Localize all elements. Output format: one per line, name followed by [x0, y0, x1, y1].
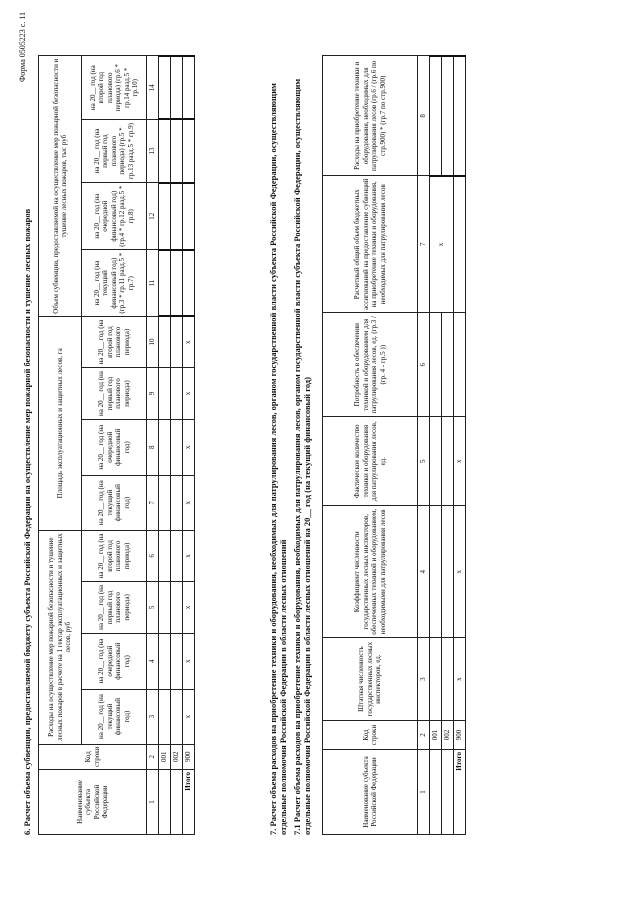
s7-total-label: Итого [454, 750, 466, 835]
s7-row-code: 001 [430, 721, 442, 750]
s6-x: x [183, 530, 195, 581]
s6-cell [159, 475, 171, 530]
section6-title: 6. Расчет объема субвенции, предоставляемой бюджету субъекта Российской Федерации на осуществление мер пожарной безопасности и тушение лесных пожаров [22, 208, 32, 835]
s7-cell [442, 638, 454, 721]
s7-cell [442, 313, 454, 417]
s6-x: x [183, 316, 195, 367]
s6-year-10: на 20__ год (на второй год планового периода) [82, 316, 147, 367]
s6-vol-13: на 20__ год (на первый год планового периода) (гр.5 * гр.13 разд.5 * гр.9) [82, 119, 147, 182]
table-row [171, 56, 183, 835]
s7-cell [430, 417, 442, 506]
s7-cell [430, 638, 442, 721]
s6-col-code: Код строки [39, 744, 147, 769]
s6-num: 1 [147, 770, 159, 835]
s7-col3: Штатная численность государственных лесных инспекторов, ед. [323, 638, 418, 721]
s7-x: x [454, 417, 466, 506]
s6-cell [183, 119, 195, 182]
s6-cell [159, 689, 171, 744]
s6-num: 14 [147, 56, 159, 119]
s7-x: x [454, 638, 466, 721]
s6-group-expenses: Расходы на осуществление мер пожарной безопасности и тушение лесных пожаров в расчете на 1 гектар эксплуатационных и защитных лесов, руб [39, 530, 82, 744]
s6-cell [159, 633, 171, 689]
section7-table [322, 55, 466, 835]
s6-x: x [183, 419, 195, 475]
s6-x: x [183, 689, 195, 744]
s6-num: 10 [147, 316, 159, 367]
s6-row-code: 001 [159, 744, 171, 769]
s6-cell [171, 530, 183, 581]
s6-cell [159, 530, 171, 581]
s6-cell [171, 689, 183, 744]
s7-cell [442, 750, 454, 835]
s7-num: 6 [418, 313, 430, 417]
s6-cell [171, 419, 183, 475]
s7-cell [454, 56, 466, 176]
s7-total-row [454, 56, 466, 835]
s6-group-volume: Объем субвенции, предоставляемой на осуществление мер пожарной безопасности и тушение лесных пожаров, тыс руб [39, 56, 82, 316]
s7-col-subject: Наименование субъекта Российской Федерации [323, 750, 418, 835]
s6-year-4: на 20__ год (на очередной финансовый год) [82, 633, 147, 689]
s6-x: x [183, 368, 195, 420]
s6-col-number-row [147, 56, 159, 835]
s6-year-7: на 20__ год (на текущий финансовый год) [82, 475, 147, 530]
s6-num: 2 [147, 744, 159, 769]
s6-group-area: Площадь эксплуатационных и защитных лесов, га [39, 316, 82, 530]
s7-total-code: 900 [454, 721, 466, 750]
s6-total-row [183, 56, 195, 835]
s6-cell [171, 582, 183, 634]
s6-num: 13 [147, 119, 159, 182]
s6-cell [171, 368, 183, 420]
s6-cell [159, 582, 171, 634]
s7-cell [454, 176, 466, 313]
s6-cell [171, 183, 183, 250]
s6-cell [183, 250, 195, 317]
s6-year-6: на 20__ год (на второй год планового периода) [82, 530, 147, 581]
s7-cell [430, 313, 442, 417]
s7-num: 7 [418, 176, 430, 313]
s6-vol-11: на 20__ год (на текущий финансовый год) (гр.3 * гр.11 разд.5 * гр.7) [82, 250, 147, 317]
s7-col5: Фактическое количество техники и оборудования для патрулирования лесов, ед. [323, 417, 418, 506]
form-label: Форма 0505223 с. 11 [18, 12, 27, 83]
s7-col4: Коэффициент численности государственных лесных инспекторов, обеспеченных техникой и оборудованием, необходимыми для патрулирования лесов [323, 506, 418, 638]
table-row [159, 56, 171, 835]
s6-x: x [183, 475, 195, 530]
s6-cell [171, 770, 183, 835]
s6-num: 4 [147, 633, 159, 689]
s6-total-label: Итого [183, 770, 195, 835]
s6-cell [183, 183, 195, 250]
section7-subtitle: 7.1 Расчет объема расходов на приобретение техники и оборудования, необходимых для патрулирования лесов, органом государственной власти субъекта Российской Федерации, осуществляющим отдельные полномочия Российской Федерации в области лесных отношений на 20__ год (на текущий финансовый год) [292, 78, 312, 835]
s7-cell [442, 56, 454, 176]
s6-num: 5 [147, 582, 159, 634]
s7-x: x [430, 176, 454, 313]
s6-cell [159, 119, 171, 182]
s7-col-number-row [418, 56, 430, 835]
s6-x: x [183, 633, 195, 689]
s6-year-8: на 20__ год (на очередной финансовый год) [82, 419, 147, 475]
s7-row-code: 002 [442, 721, 454, 750]
s6-year-5: на 20__ год (на первый год планового периода) [82, 582, 147, 634]
s6-num: 8 [147, 419, 159, 475]
s6-row-code: 002 [171, 744, 183, 769]
s7-num: 5 [418, 417, 430, 506]
s6-cell [159, 56, 171, 119]
s6-cell [159, 183, 171, 250]
s6-num: 7 [147, 475, 159, 530]
s7-col6: Потребность в обеспечении техникой и оборудованием для патрулирования лесов, ед. (гр.3 / (гр. 4 - гр.5 )) [323, 313, 418, 417]
section7-title: 7. Расчет объема расходов на приобретение техники и оборудования, необходимых для патрулирования лесов, органом государственной власти субъекта Российской Федерации, осуществляющим отдельные полномочия Российской Федерации в области лесных отношений [268, 83, 288, 835]
s7-num: 2 [418, 721, 430, 750]
s7-cell [442, 417, 454, 506]
s6-total-code: 900 [183, 744, 195, 769]
s6-cell [171, 250, 183, 317]
s6-num: 9 [147, 368, 159, 420]
s7-num: 3 [418, 638, 430, 721]
s6-x: x [183, 582, 195, 634]
s6-vol-14: на 20__ год (на второй год планового периода) (гр.6 * гр.14 разд.5 * гр.10) [82, 56, 147, 119]
s6-cell [159, 419, 171, 475]
s7-col-code: Код строки [323, 721, 418, 750]
s7-col7: Расчетный общий объем бюджетных ассигнований на предоставление субвенций на приобретение техники и оборудования, необходимых для патрулирования лесов [323, 176, 418, 313]
s6-cell [183, 56, 195, 119]
s7-num: 8 [418, 56, 430, 176]
s7-cell [442, 506, 454, 638]
s7-num: 1 [418, 750, 430, 835]
s7-cell [430, 56, 442, 176]
s7-num: 4 [418, 506, 430, 638]
s6-cell [171, 316, 183, 367]
s7-cell [430, 506, 442, 638]
s6-cell [159, 770, 171, 835]
s6-col-subject: Наименование субъекта Российской Федерации [39, 770, 147, 835]
s6-cell [171, 475, 183, 530]
s6-cell [171, 633, 183, 689]
s6-num: 11 [147, 250, 159, 317]
s6-cell [159, 250, 171, 317]
section6-table [38, 55, 195, 835]
table-row [442, 56, 454, 835]
s6-vol-12: на 20__ год (на очередной финансовый год) (гр.4 * гр.12 разд.5 * гр.8) [82, 183, 147, 250]
s6-year-9: на 20__ год (на первый год планового периода) [82, 368, 147, 420]
s7-cell [454, 313, 466, 417]
s7-cell [430, 750, 442, 835]
s6-cell [159, 316, 171, 367]
s6-num: 6 [147, 530, 159, 581]
s6-year-3: на 20__ год (на текущий финансовый год) [82, 689, 147, 744]
s7-x: x [454, 506, 466, 638]
table-row [430, 56, 442, 835]
s6-cell [159, 368, 171, 420]
s6-cell [171, 56, 183, 119]
s7-col8: Расходы на приобретение техники и оборудования, необходимых для патрулирования лесов (гр.6 / (гр.6 по стр.900) * (гр.7 по стр.900) [323, 56, 418, 176]
s6-num: 12 [147, 183, 159, 250]
s6-num: 3 [147, 689, 159, 744]
s6-cell [171, 119, 183, 182]
